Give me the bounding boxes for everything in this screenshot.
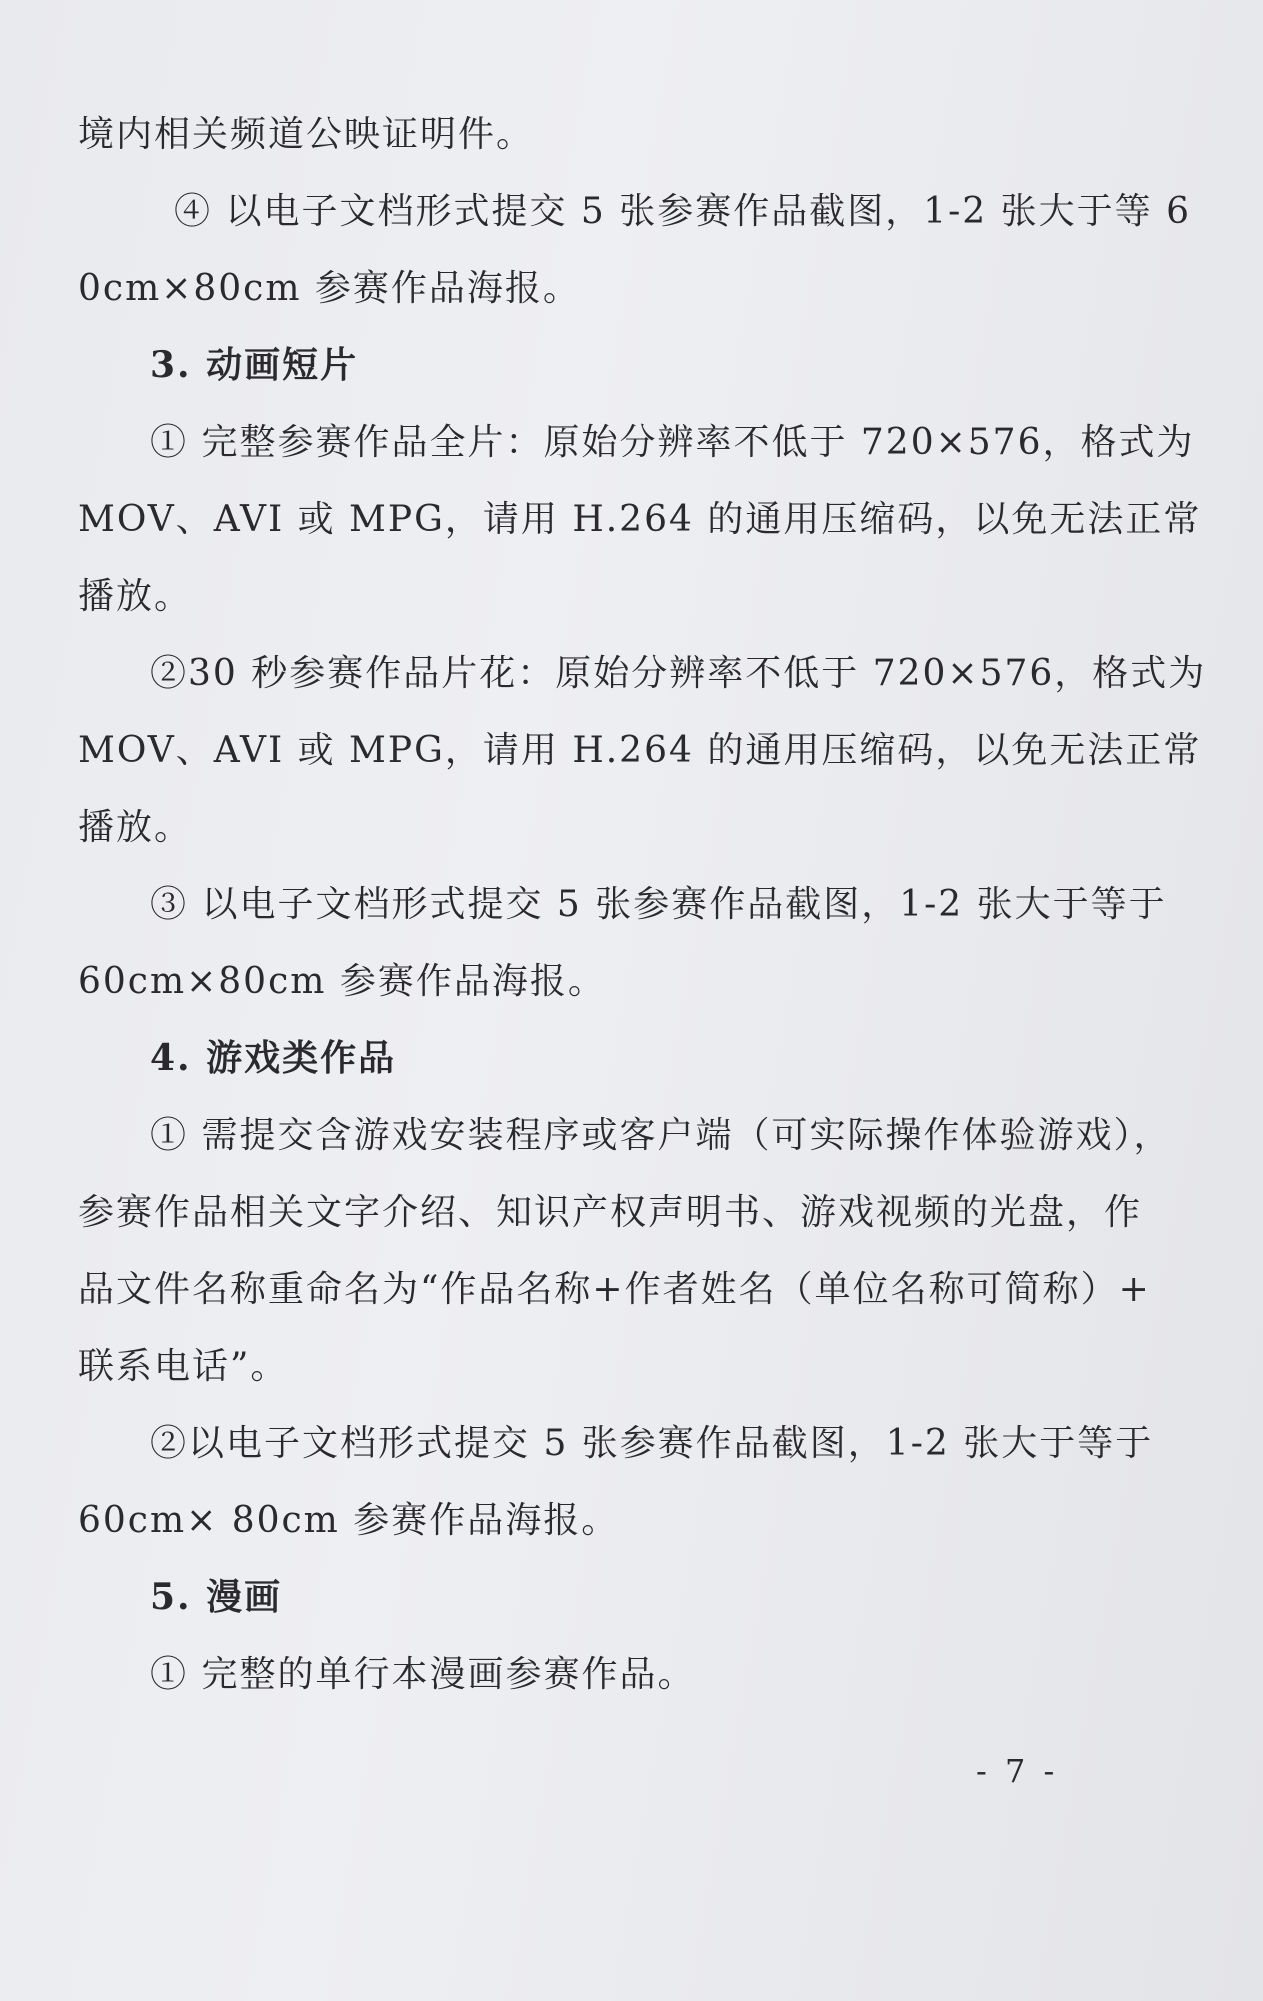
section-heading: 3. 动画短片 [150,344,359,386]
text-line: MOV、AVI 或 MPG，请用 H.264 的通用压缩码，以免无法正常 [78,499,1202,540]
text-line: 60cm× 80cm 参赛作品海报。 [78,1500,620,1541]
text-line: ① 需提交含游戏安装程序或客户端（可实际操作体验游戏）， [150,1115,1172,1156]
text-line: ④ 以电子文档形式提交 5 张参赛作品截图，1-2 张大于等 6 [174,191,1191,232]
body-text [78,96,1207,1713]
text-line: ① 完整的单行本漫画参赛作品。 [150,1654,696,1695]
text-line: 播放。 [78,576,193,617]
section-heading: 5. 漫画 [150,1576,283,1618]
text-line: 0cm×80cm 参赛作品海报。 [78,268,581,309]
text-line: 参赛作品相关文字介绍、知识产权声明书、游戏视频的光盘，作 [78,1192,1143,1233]
section-heading: 4. 游戏类作品 [150,1037,397,1079]
text-line: MOV、AVI 或 MPG，请用 H.264 的通用压缩码，以免无法正常 [78,730,1202,771]
text-line: ① 完整参赛作品全片：原始分辨率不低于 720×576，格式为 [150,422,1195,463]
text-line: ③ 以电子文档形式提交 5 张参赛作品截图，1-2 张大于等于 [150,884,1167,925]
text-line: ②以电子文档形式提交 5 张参赛作品截图，1-2 张大于等于 [150,1423,1154,1464]
text-line: ②30 秒参赛作品片花：原始分辨率不低于 720×576，格式为 [150,653,1207,694]
text-line: 境内相关频道公映证明件。 [78,114,535,155]
text-line: 联系电话”。 [78,1346,289,1387]
text-line: 品文件名称重命名为“作品名称+作者姓名（单位名称可简称）+ [78,1269,1151,1310]
text-line: 播放。 [78,807,193,848]
page-number: - 7 - [976,1752,1059,1790]
text-line: 60cm×80cm 参赛作品海报。 [78,961,606,1002]
